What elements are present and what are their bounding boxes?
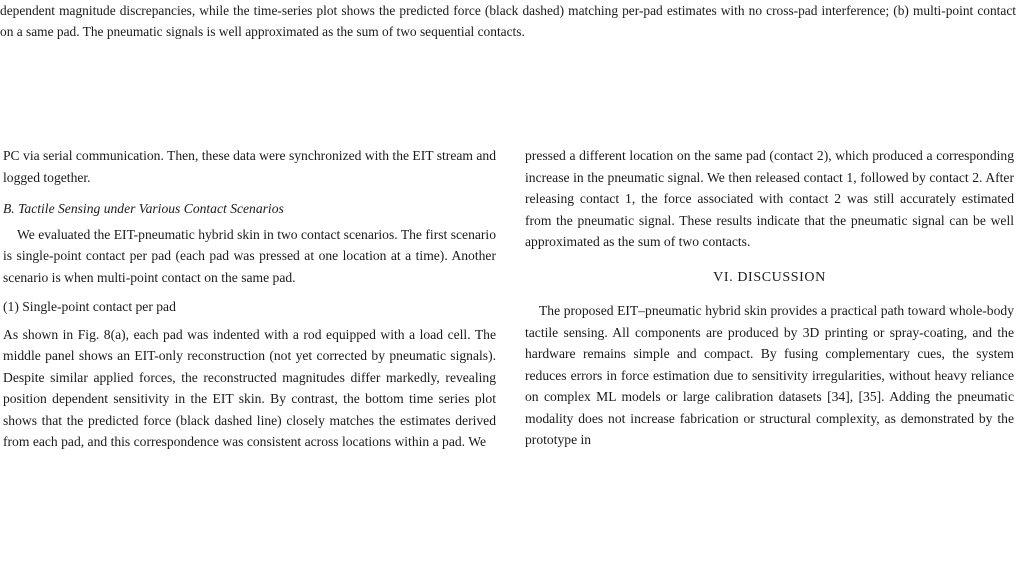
paragraph-discussion: The proposed EIT–pneumatic hybrid skin provides a practical path toward whole-body tactile sensing. All components are produced by 3D printing or spray-coating, and the hardware remains simple and compact. By fusing complementary cues, the system reduces errors in force estimation due to sensitivity irregularities, without heavy reliance on complex ML models or large calibration datasets [34], [35]. Adding the pneumatic modality does not increase fabrication or structural complexity, as demonstrated by the prototype in [525,303,1014,447]
subsection-heading: B. Tactile Sensing under Various Contact Scenarios [3,201,284,216]
caption-text: dependent magnitude discrepancies, while the time-series plot shows the predicted force (black dashed) matching per-pad estimates with no cross-pad interference; (b) multi-point contact on a same pad. The pneumatic signals is well approximated as the sum of two sequential contacts. [0,3,1016,39]
section-heading-discussion: VI. DISCUSSION [713,269,826,285]
paragraph-serial-communication: PC via serial communication. Then, these data were synchronized with the EIT stream and logged together. [3,148,496,185]
figure-caption [0,0,1016,42]
paragraph-single-point-results: As shown in Fig. 8(a), each pad was indented with a rod equipped with a load cell. The middle panel shows an EIT-only reconstruction (not yet corrected by pneumatic signals). Despite similar applied forces, the reconstructed magnitudes differ markedly, revealing position dependent sensitivity in the EIT skin. By contrast, the bottom time series plot shows that the predicted force (black dashed line) closely matches the estimates derived from each pad, and this correspondence was consistent across locations within a pad. We [3,326,496,449]
paragraph-contact-scenarios: We evaluated the EIT-pneumatic hybrid skin in two contact scenarios. The first scenario is single-point contact per pad (each pad was pressed at one location at a time). Another scenario is when multi-point contact on the same pad. [3,226,496,285]
paragraph-heading-single-point: (1) Single-point contact per pad [3,299,176,314]
paragraph-multi-point-results: pressed a different location on the same pad (contact 2), which produced a corresponding increase in the pneumatic signal. We then released contact 1, followed by contact 2. After releasing contact 1, the force associated with contact 2 was still accurately estimated from the pneumatic signal. These results indicate that the pneumatic signal can be well approximated as the sum of two contacts. [525,148,1014,249]
right-column [525,145,1014,451]
left-column [3,145,496,453]
